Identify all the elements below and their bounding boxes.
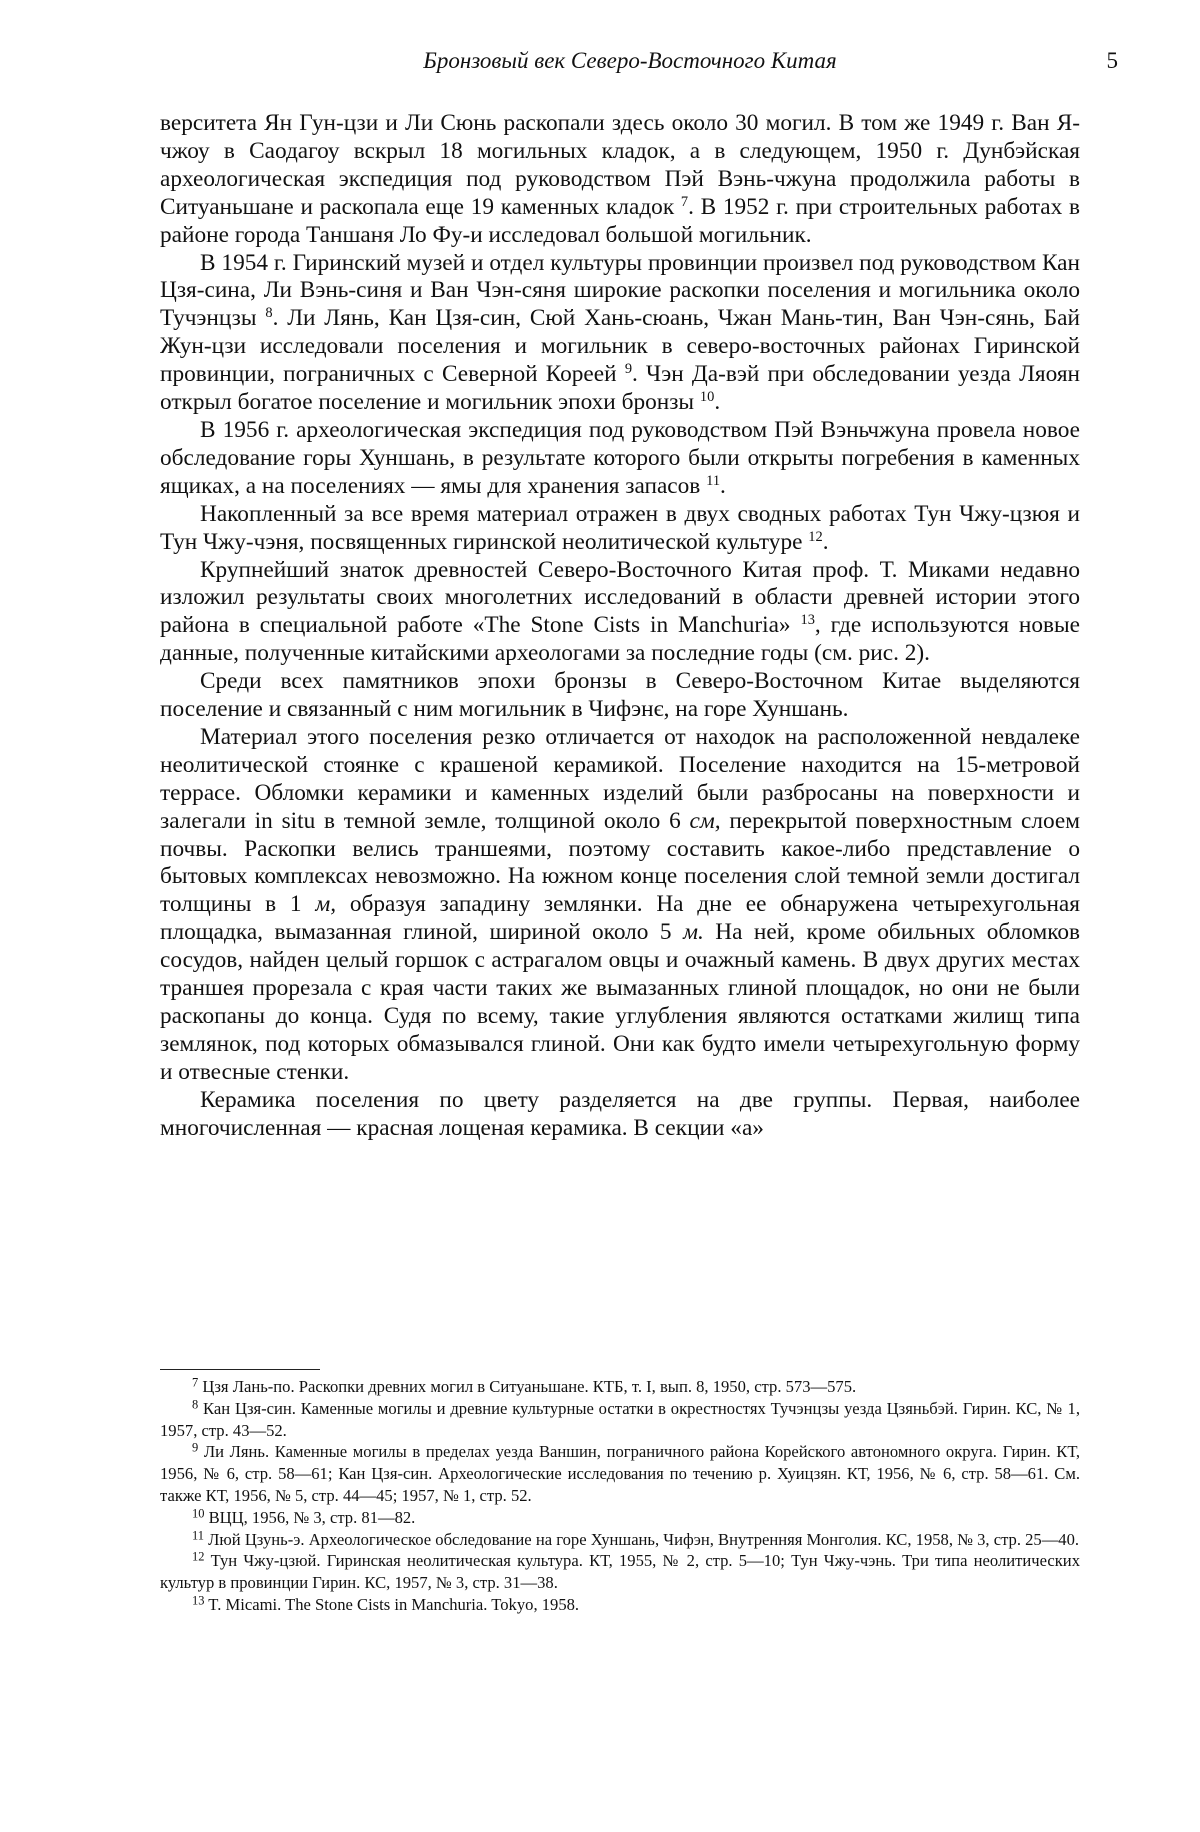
footnote-ref: 11 [706,472,721,489]
footnote: $^{12}$ Тун Чжу-цзюй. Гиринская неолитическая культура. КТ, 1955, № 2, стр. 5—10; Тун Чжу-чэнь. Три типа неолитических культур в провинции Гирин. КС, 1957, № 3, стр. 31—38. [160,1549,1080,1593]
paragraph: Среди всех памятников эпохи бронзы в Северо-Восточном Китае выделяются поселение и связанный с ним могильник в Чифэнє, на горе Хуншань. [160,668,1080,723]
paragraph: Керамика поселения по цвету разделяется на две группы. Первая, наиболее многочисленная — красная лощеная керамика. В секции «а» [160,1086,1080,1141]
footnote: $^7$ Цзя Лань-по. Раскопки древних могил в Ситуаньшане. КТБ, т. I, вып. 8, 1950, стр. 573—575. [192,1375,857,1396]
paragraph: Крупнейший знаток древностей Северо-Восточного Китая проф. Т. Миками недавно изложил результаты своих многолетних исследований в области древней истории этого района в специальной работе «The Stone Cists in Manchuria» $^{13}$, где используются новые данные, полученные китайскими археологами за последние годы (см. рис. 2). [160,556,1080,667]
running-title: Бронзовый век Северо-Восточного Китая [423,48,837,73]
paragraph: В 1956 г. археологическая экспедиция под руководством Пэй Вэньчжуна провела новое обследование горы Хуншань, в результате которого были открыты погребения в каменных ящиках, а на поселениях — ямы для хранения запасов $^{11}$. [160,416,1080,499]
footnote-ref: 12 [808,528,823,545]
body-text [160,110,1080,1143]
footnote-separator [160,1369,320,1370]
page-number: 5 [1106,48,1118,73]
running-head [160,48,1118,80]
footnote-ref: 8 [265,305,273,322]
footnote: $^{11}$ Люй Цзунь-э. Археологическое обследование на горе Хуншань, Чифэн, Внутренняя Монголия. КС, 1958, № 3, стр. 25—40. [192,1527,1080,1549]
footnote-ref: 7 [680,193,689,210]
footnote: $^{13}$ T. Micami. The Stone Cists in Manchuria. Tokyo, 1958. [192,1593,580,1614]
paragraph: В 1954 г. Гиринский музей и отдел культуры провинции произвел под руководством Кан Цзя-сина, Ли Вэнь-синя и Ван Чэн-сяня широкие раскопки поселения и могильника около Тучэнцзы $^8$. Ли Лянь, Кан Цзя-син, Сюй Хань-сюань, Чжан Мань-тин, Ван Чэн-сянь, Бай Жун-цзи исследовали поселения и могильник в северо-восточных районах Гиринской провинции, пограничных с Северной Кореей $^9$. Чэн Да-вэй при обследовании уезда Ляоян открыл богатое поселение и могильник эпохи бронзы $^{10}$. [160,249,1081,416]
footnote: $^9$ Ли Лянь. Каменные могилы в пределах уезда Ваншин, пограничного района Корейского автономного округа. Гирин. КТ, 1956, № 6, стр. 58—61; Кан Цзя-син. Археологические исследования по течению р. Хуицзян. КТ, 1956, № 6, стр. 58—61. См. также КТ, 1956, № 5, стр. 44—45; 1957, № 1, стр. 52. [160,1440,1080,1505]
footnote-ref: 10 [699,389,715,406]
paragraph: Накопленный за все время материал отражен в двух сводных работах Тун Чжу-цзюя и Тун Чжу-чэня, посвященных гиринской неолитической культуре $^{12}$. [160,500,1080,555]
footnotes [160,1376,1080,1616]
paragraph: Материал этого поселения резко отличается от находок на расположенной невдалеке неолитической стоянке с крашеной керамикой. Поселение находится на 15-метровой террасе. Обломки керамики и каменных изделий были разбросаны на поверхности и залегали in situ в темной земле, толщиной около 6 см, перекрытой поверхностным слоем почвы. Раскопки велись траншеями, поэтому составить какое-либо представление о бытовых комплексах невозможно. На южном конце поселения слой темной земли достигал толщины в 1 м, образуя западину землянки. На дне ее обнаружена четырехугольная площадка, вымазанная глиной, шириной около 5 м. На ней, кроме обильных обломков сосудов, найден целый горшок с астрагалом овцы и очажный камень. В двух других местах траншея прорезала с края части таких же вымазанных глиной площадок, но они не были раскопаны до конца. Судя по всему, такие углубления являются остатками жилищ типа землянок, под которых обмазывался глиной. Они как будто имели четырехугольную форму и отвесные стенки. [160,723,1081,1085]
footnote-ref: 9 [624,361,633,378]
footnote-ref: 13 [800,612,815,629]
footnote: $^{10}$ ВЦЦ, 1956, № 3, стр. 81—82. [192,1506,416,1527]
footnote: $^8$ Кан Цзя-син. Каменные могилы и древние культурные остатки в окрестностях Тучэнцзы уезда Цзяньбэй. Гирин. КС, № 1, 1957, стр. 43—52. [160,1397,1080,1440]
paragraph: верситета Ян Гун-цзи и Ли Сюнь раскопали здесь около 30 могил. В том же 1949 г. Ван Я-чжоу в Саодагоу вскрыл 18 могильных кладок, а в следующем, 1950 г. Дунбэйская археологическая экспедиция под руководством Пэй Вэнь-чжуна продолжила работы в Ситуаньшане и раскопала еще 19 каменных кладок $^7$. В 1952 г. при строительных работах в районе города Таншаня Ло Фу-и исследовал большой могильник. [160,110,1080,248]
